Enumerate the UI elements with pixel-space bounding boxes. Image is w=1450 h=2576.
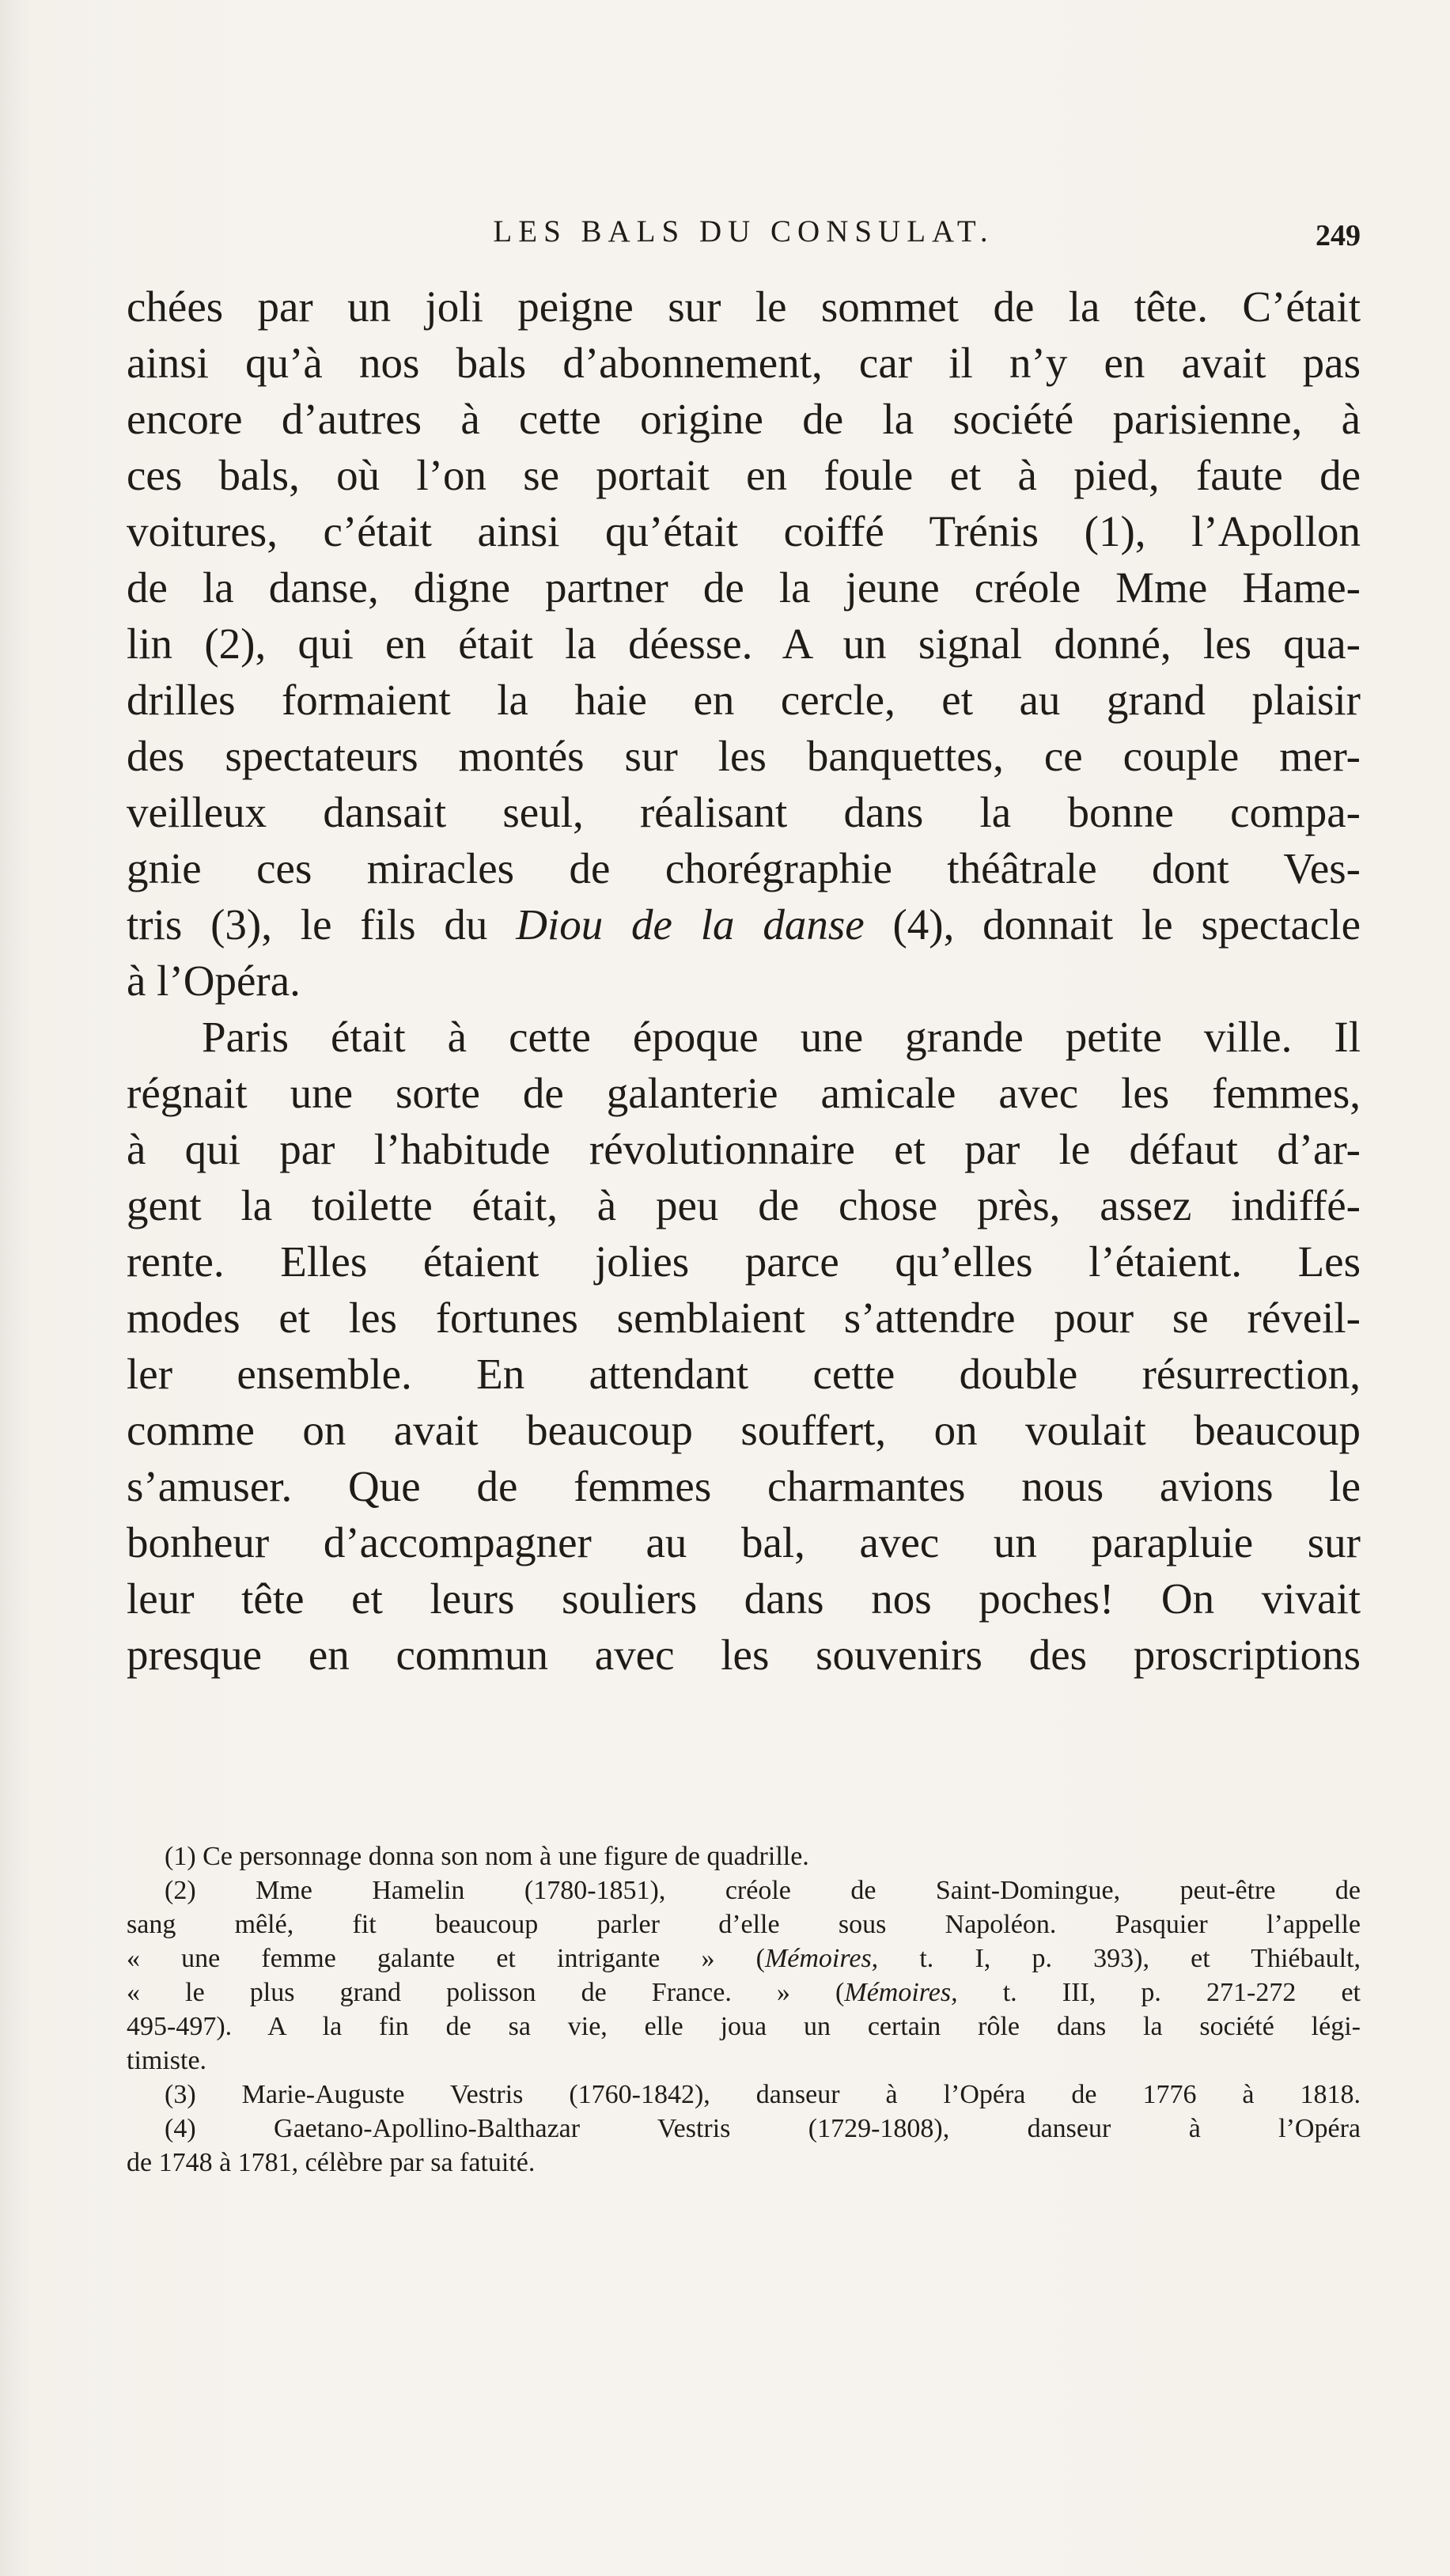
text-line: à qui par l’habitude révolutionnaire et par le défaut d’ar- — [127, 1125, 1361, 1173]
text-line: s’amuser. Que de femmes charmantes nous avions le — [127, 1462, 1361, 1510]
paragraph-start-line: Paris était à cette époque une grande petite ville. Il — [202, 1013, 1361, 1061]
body-text — [127, 278, 1361, 1683]
running-title: LES BALS DU CONSULAT. — [493, 214, 994, 248]
text-line: régnait une sorte de galanterie amicale avec les femmes, — [127, 1069, 1361, 1117]
text-line: voitures, c’était ainsi qu’était coiffé Trénis (1), l’Apollon — [127, 507, 1361, 555]
text-segment: « le plus grand polisson de France. » ( — [127, 1978, 845, 2007]
text-line-tris — [127, 896, 1361, 953]
running-head — [127, 214, 1361, 261]
footnote-4-line: de 1748 à 1781, célèbre par sa fatuité. — [127, 2148, 536, 2177]
text-line: ler ensemble. En attendant cette double résurrection, — [127, 1350, 1361, 1398]
text-line: rente. Elles étaient jolies parce qu’elles l’étaient. Les — [127, 1237, 1361, 1286]
text-line: drilles formaient la haie en cercle, et au grand plaisir — [127, 676, 1361, 724]
text-line: encore d’autres à cette origine de la société parisienne, à — [127, 395, 1361, 443]
text-line: modes et les fortunes semblaient s’attendre pour se réveil- — [127, 1294, 1361, 1342]
footnote-2-line: sang mêlé, fit beaucoup parler d’elle sous Napoléon. Pasquier l’appelle — [127, 1910, 1361, 1939]
text-line: des spectateurs montés sur les banquettes, ce couple mer- — [127, 732, 1361, 780]
text-line: leur tête et leurs souliers dans nos poches! On vivait — [127, 1574, 1361, 1623]
text-segment: t. I, p. 393), et Thiébault, — [878, 1944, 1361, 1973]
text-line: ces bals, où l’on se portait en foule et à pied, faute de — [127, 451, 1361, 499]
text-line: bonheur d’accompagner au bal, avec un parapluie sur — [127, 1518, 1361, 1566]
text-line: gnie ces miracles de chorégraphie théâtrale dont Ves- — [127, 844, 1361, 892]
page-number: 249 — [1316, 219, 1361, 252]
italic-title: Mémoires, — [844, 1978, 958, 2007]
text-line: ainsi qu’à nos bals d’abonnement, car il n’y en avait pas — [127, 339, 1361, 387]
text-line: gent la toilette était, à peu de chose près, assez indiffé- — [127, 1181, 1361, 1229]
text-line: à l’Opéra. — [127, 957, 301, 1005]
text-line: veilleux dansait seul, réalisant dans la bonne compa- — [127, 788, 1361, 836]
footnote-2-line: timiste. — [127, 2046, 207, 2075]
footnote-2-line: (2) Mme Hamelin (1780-1851), créole de Saint-Domingue, peut-être de — [165, 1876, 1361, 1905]
text-segment: « une femme galante et intrigante » ( — [127, 1944, 765, 1973]
footnote-2-line: 495-497). A la fin de sa vie, elle joua un certain rôle dans la société légi- — [127, 2012, 1361, 2041]
text-segment: t. III, p. 271-272 et — [957, 1978, 1361, 2007]
footnote-1: (1) Ce personnage donna son nom à une figure de quadrille. — [165, 1842, 809, 1871]
text-line: presque en commun avec les souvenirs des proscriptions — [127, 1631, 1361, 1679]
footnote-4-line: (4) Gaetano-Apollino-Balthazar Vestris (1729-1808), danseur à l’Opéra — [165, 2114, 1361, 2143]
footnotes — [127, 1839, 1361, 2180]
text-line: chées par un joli peigne sur le sommet de la tête. C’était — [127, 282, 1361, 331]
italic-title: Diou de la danse — [516, 900, 865, 949]
text-line: lin (2), qui en était la déesse. A un signal donné, les qua- — [127, 619, 1361, 668]
footnote-2-line — [127, 1976, 1361, 2010]
text-segment: (4), donnait le spectacle — [864, 900, 1361, 949]
footnote-2-line — [127, 1941, 1361, 1976]
text-line: comme on avait beaucoup souffert, on voulait beaucoup — [127, 1406, 1361, 1454]
text-line: de la danse, digne partner de la jeune créole Mme Hame- — [127, 563, 1361, 612]
text-segment: tris (3), le fils du — [127, 900, 517, 949]
footnote-3: (3) Marie-Auguste Vestris (1760-1842), danseur à l’Opéra de 1776 à 1818. — [165, 2080, 1361, 2109]
italic-title: Mémoires, — [764, 1944, 879, 1973]
